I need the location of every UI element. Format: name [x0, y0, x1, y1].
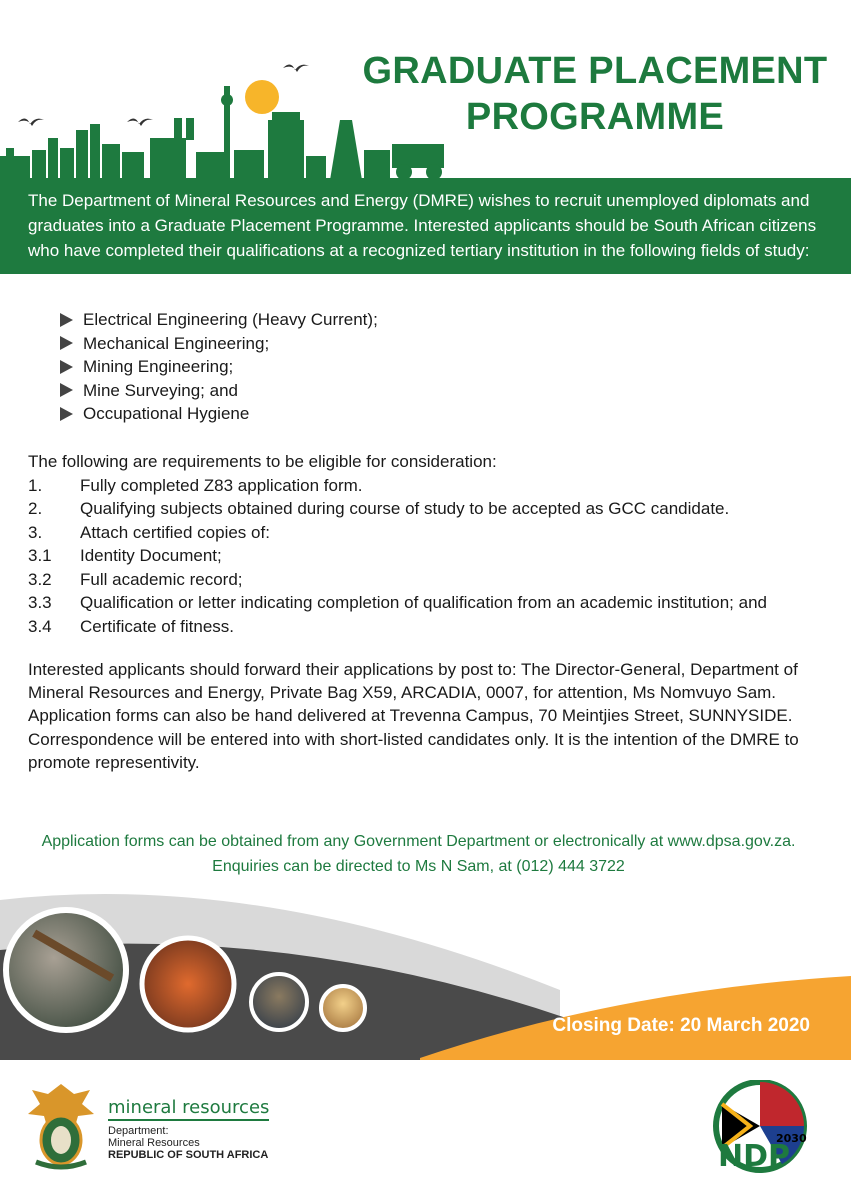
- requirement-row: 3.1 Identity Document;: [28, 546, 222, 565]
- sun-icon: [245, 80, 279, 114]
- contact-line-2: Enquiries can be directed to Ms N Sam, at (012) 444 3722: [212, 857, 625, 875]
- requirement-row: 3.2 Full academic record;: [28, 569, 243, 589]
- dept-name: mineral resources: [108, 1097, 269, 1121]
- mining-photo-3: [251, 974, 307, 1030]
- requirement-row: 3. Attach certified copies of:: [28, 522, 270, 542]
- requirement-row: 3.4 Certificate of fitness.: [28, 616, 235, 636]
- title-line-1: GRADUATE PLACEMENT: [362, 50, 828, 92]
- department-branding: [108, 1097, 269, 1161]
- triangle-bullet-icon: [60, 313, 73, 327]
- triangle-bullet-icon: [60, 407, 73, 421]
- triangle-bullet-icon: [60, 360, 73, 374]
- dept-line-1: Department:: [108, 1125, 169, 1137]
- requirement-row: 1. Fully completed Z83 application form.: [28, 475, 363, 495]
- list-item: Mechanical Engineering;: [60, 332, 378, 356]
- contact-info: [28, 830, 809, 879]
- page-title: [360, 48, 830, 140]
- dept-line-3: REPUBLIC OF SOUTH AFRICA: [108, 1149, 269, 1161]
- mining-photo-4: [321, 986, 365, 1030]
- triangle-bullet-icon: [60, 383, 73, 397]
- ndp-year: 2030: [776, 1132, 807, 1145]
- ndp-2030-logo: [712, 1080, 812, 1175]
- closing-date: Closing Date: 20 March 2020: [552, 1015, 810, 1036]
- requirements-heading: The following are requirements to be eligible for consideration:: [28, 452, 497, 471]
- contact-line-1: Application forms can be obtained from any Government Department or electronically at www.dpsa.gov.za.: [41, 833, 796, 850]
- requirement-row: 3.3 Qualification or letter indicating completion of qualification from an academic institution; and: [28, 593, 767, 612]
- bird-icon: [18, 118, 44, 126]
- triangle-bullet-icon: [60, 336, 73, 350]
- coat-of-arms-logo: [22, 1080, 100, 1172]
- application-paragraph: Interested applicants should forward their applications by post to: The Director-General, Department of Mineral Resources and Energy, Private Bag X59, ARCADIA, 0007, for attention, Ms Nomvuyo Sam. Application forms can also be hand delivered at Trevenna Campus, 70 Meintjies Street, SUNNYSIDE. Correspondence will be entered into with short-listed candidates only. It is the intention of the DMRE to promote representivity.: [28, 660, 799, 772]
- list-item: Mine Surveying; and: [60, 379, 378, 403]
- requirements-section: [28, 450, 828, 638]
- mining-photo-2: [142, 938, 234, 1030]
- list-item: Occupational Hygiene: [60, 402, 378, 426]
- list-item: Mining Engineering;: [60, 355, 378, 379]
- dept-line-2: Mineral Resources: [108, 1137, 200, 1149]
- bird-icon: [283, 64, 309, 72]
- list-item: Electrical Engineering (Heavy Current);: [60, 308, 378, 332]
- requirement-row: 2. Qualifying subjects obtained during course of study to be accepted as GCC candidate.: [28, 499, 730, 518]
- title-line-2: PROGRAMME: [465, 96, 725, 138]
- intro-text: The Department of Mineral Resources and Energy (DMRE) wishes to recruit unemployed diplomats and graduates into a Graduate Placement Programme. Interested applicants should be South African citizens who have completed their qualifications at a recognized tertiary institution in the following fields of study:: [28, 191, 817, 260]
- bird-icon: [127, 118, 153, 126]
- fields-of-study-list: [60, 308, 378, 426]
- mining-photo-1: [6, 910, 126, 1030]
- ndp-text: NDP: [718, 1139, 790, 1174]
